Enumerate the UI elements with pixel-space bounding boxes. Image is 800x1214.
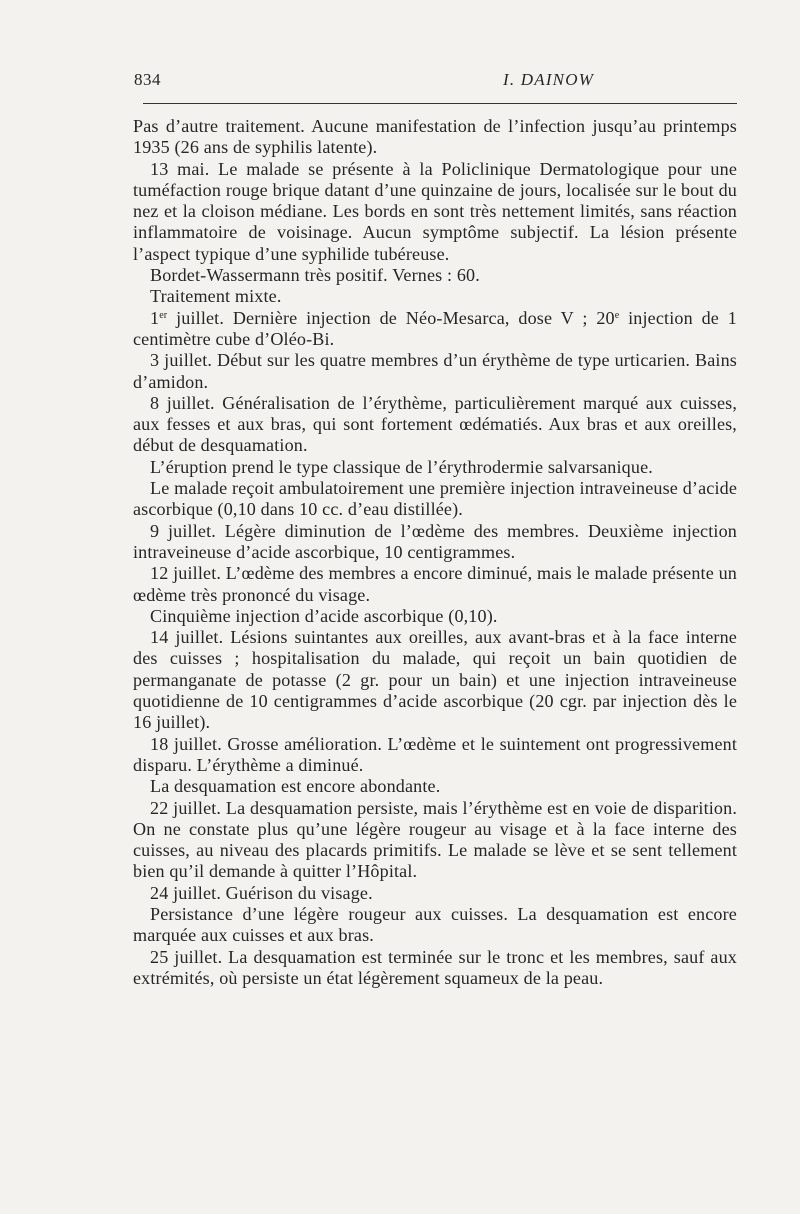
- paragraph: 8 juillet. Généralisation de l’érythème, particulièrement marqué aux cuisses, aux fesses et aux bras, qui sont fortement œdématiés. Aux bras et aux oreilles, début de desquamation.: [133, 392, 737, 456]
- header-rule: [143, 103, 737, 104]
- paragraph-text: injection de 1 centimètre cube d’Oléo-Bi.: [133, 307, 737, 349]
- paragraph: 14 juillet. Lésions suintantes aux oreilles, aux avant-bras et à la face interne des cuisses ; hospitalisation du malade, qui reçoit un bain quotidien de permanganate de potasse (2 gr. pour un bain) et une injection intraveineuse quotidienne de 10 centigrammes d’acide ascorbique (20 cgr. par injection dès le 16 juillet).: [133, 627, 737, 733]
- ordinal-suffix: er: [159, 309, 168, 321]
- paragraph: 3 juillet. Début sur les quatre membres d’un érythème de type urticarien. Bains d’amidon.: [133, 350, 737, 392]
- body-text: [133, 116, 737, 989]
- paragraph: 18 juillet. Grosse amélioration. L’œdème et le suintement ont progressivement disparu. L’érythème a diminué.: [133, 733, 737, 775]
- page-header: [131, 70, 737, 96]
- paragraph: Persistance d’une légère rougeur aux cuisses. La desquamation est encore marquée aux cuisses et aux bras.: [133, 903, 737, 946]
- paragraph: 9 juillet. Légère diminution de l’œdème des membres. Deuxième injection intraveineuse d’acide ascorbique, 10 centigrammes.: [133, 520, 737, 562]
- paragraph: Cinquième injection d’acide ascorbique (0,10).: [150, 605, 498, 626]
- paragraph: Le malade reçoit ambulatoirement une première injection intraveineuse d’acide ascorbique (0,10 dans 10 cc. d’eau distillée).: [133, 478, 737, 520]
- paragraph: La desquamation est encore abondante.: [150, 776, 441, 797]
- paragraph: [133, 308, 737, 351]
- paragraph: 25 juillet. La desquamation est terminée sur le tronc et les membres, sauf aux extrémités, où persiste un état légèrement squameux de la peau.: [133, 946, 737, 988]
- paragraph: L’éruption prend le type classique de l’érythrodermie salvarsanique.: [150, 456, 653, 477]
- paragraph: Pas d’autre traitement. Aucune manifestation de l’infection jusqu’au printemps 1935 (26 ans de syphilis latente).: [133, 116, 737, 158]
- paragraph: Bordet-Wassermann très positif. Vernes : 60.: [150, 265, 480, 286]
- paragraph: 12 juillet. L’œdème des membres a encore diminué, mais le malade présente un œdème très prononcé du visage.: [133, 563, 737, 605]
- paragraph: Traitement mixte.: [150, 286, 282, 307]
- paragraph: 24 juillet. Guérison du visage.: [150, 882, 373, 903]
- paragraph: 22 juillet. La desquamation persiste, mais l’érythème est en voie de disparition. On ne constate plus qu’une légère rougeur au visage et à la face interne des cuisses, au niveau des placards primitifs. Le malade se lève et se sent tellement bien qu’il demande à quitter l’Hôpital.: [133, 797, 737, 882]
- page-number: 834: [134, 70, 161, 89]
- ordinal-suffix: e: [614, 309, 620, 321]
- date-number: 1: [150, 307, 160, 328]
- paragraph-text: juillet. Dernière injection de Néo-Mesarca, dose V ; 20: [167, 307, 615, 328]
- running-head: I. DAINOW: [503, 70, 595, 89]
- paragraph: 13 mai. Le malade se présente à la Policlinique Dermatologique pour une tuméfaction rouge brique datant d’une quinzaine de jours, localisée sur le bout du nez et la cloison médiane. Les bords en sont très nettement limités, sans réaction inflammatoire de voisinage. Aucun symptôme subjectif. La lésion présente l’aspect typique d’une syphilide tubéreuse.: [133, 158, 737, 264]
